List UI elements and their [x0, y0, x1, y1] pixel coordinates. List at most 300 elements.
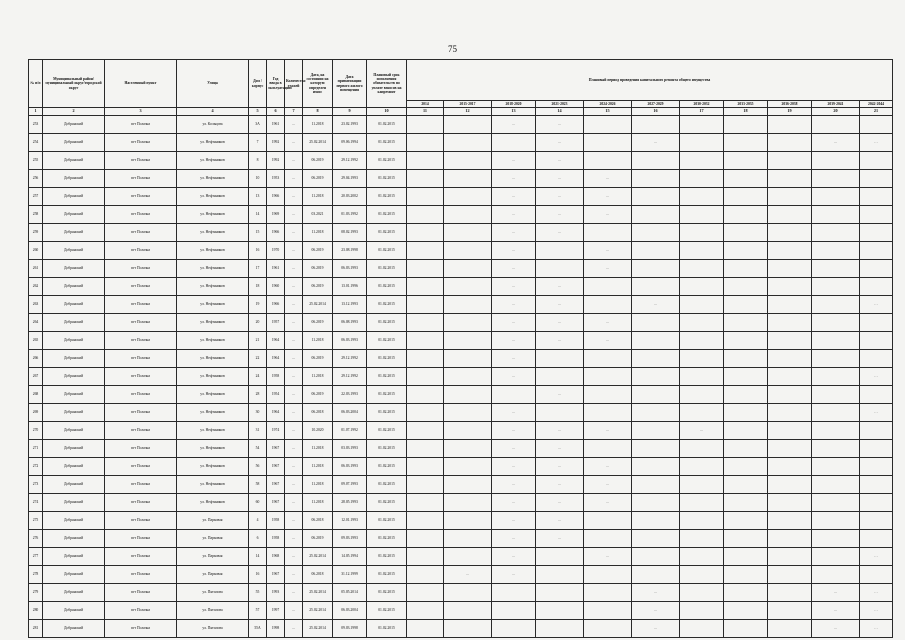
table-cell: 256: [29, 170, 43, 188]
table-cell: [724, 332, 768, 350]
table-cell: 01.02.2015: [367, 314, 407, 332]
header-period: 2024-2026: [584, 101, 632, 108]
table-cell: …: [492, 530, 536, 548]
table-cell: 14: [249, 548, 267, 566]
column-number: 1: [29, 108, 43, 116]
table-cell: 06.2019: [303, 314, 333, 332]
column-number: 17: [680, 108, 724, 116]
table-cell: [584, 350, 632, 368]
table-cell: [812, 116, 860, 134]
table-cell: 29.12.1992: [333, 152, 367, 170]
table-cell: …: [492, 170, 536, 188]
table-cell: [680, 404, 724, 422]
table-cell: 6: [249, 530, 267, 548]
table-cell: [812, 566, 860, 584]
table-cell: 25.02.2014: [303, 602, 333, 620]
table-cell: Добрянский: [43, 530, 105, 548]
table-cell: …: [492, 116, 536, 134]
header-district: Муниципальный район/ муниципальный округ/городской округ: [43, 60, 105, 108]
table-cell: ул. Нефтяников: [177, 170, 249, 188]
table-cell: 30: [249, 404, 267, 422]
table-cell: 01.02.2015: [367, 224, 407, 242]
table-cell: пгт Полазна: [105, 386, 177, 404]
table-cell: 08.02.1993: [333, 224, 367, 242]
table-cell: [407, 170, 444, 188]
table-cell: 06.03.1993: [333, 332, 367, 350]
table-cell: [444, 314, 492, 332]
table-cell: [584, 134, 632, 152]
table-cell: 1958: [267, 512, 285, 530]
table-cell: пгт Полазна: [105, 530, 177, 548]
table-cell: пгт Полазна: [105, 278, 177, 296]
table-cell: 06.08.1993: [333, 314, 367, 332]
table-cell: 24: [249, 368, 267, 386]
table-cell: [492, 620, 536, 638]
table-cell: [680, 206, 724, 224]
table-cell: [812, 530, 860, 548]
table-cell: [407, 134, 444, 152]
table-cell: [680, 602, 724, 620]
column-number: 6: [267, 108, 285, 116]
table-cell: [492, 134, 536, 152]
table-cell: [860, 476, 893, 494]
table-cell: 01.02.2015: [367, 458, 407, 476]
table-row: [29, 440, 893, 458]
table-cell: 06.2019: [303, 530, 333, 548]
table-cell: 1966: [267, 224, 285, 242]
table-cell: …: [584, 494, 632, 512]
table-cell: 1964: [267, 404, 285, 422]
table-cell: …: [536, 170, 584, 188]
header-year-built: Год ввода в эксплуатацию: [267, 60, 285, 108]
table-cell: 260: [29, 242, 43, 260]
table-cell: 29.12.1992: [333, 368, 367, 386]
table-cell: 23.08.1998: [333, 242, 367, 260]
table-cell: [407, 242, 444, 260]
table-cell: [860, 170, 893, 188]
header-house: Дом / корпус: [249, 60, 267, 108]
table-cell: 09.03.1998: [333, 620, 367, 638]
table-cell: 06.2018: [303, 512, 333, 530]
header-period: 2033-2035: [724, 101, 768, 108]
table-cell: [768, 548, 812, 566]
table-cell: 29.12.1992: [333, 350, 367, 368]
column-number: 5: [249, 108, 267, 116]
header-period: 2042-2044: [860, 101, 893, 108]
table-cell: 01.02.2015: [367, 368, 407, 386]
table-cell: 259: [29, 224, 43, 242]
header-wear-date: Дата, на состоянии на которую определен износ: [303, 60, 333, 108]
column-number: 13: [492, 108, 536, 116]
table-cell: [632, 332, 680, 350]
table-cell: …: [492, 440, 536, 458]
table-cell: 03.2021: [303, 206, 333, 224]
table-cell: 25.02.2014: [303, 620, 333, 638]
table-cell: …: [536, 494, 584, 512]
header-settlement: Населенный пункт: [105, 60, 177, 108]
table-cell: …: [536, 512, 584, 530]
table-cell: [724, 602, 768, 620]
table-cell: 01.02.2015: [367, 350, 407, 368]
table-cell: ул. Нефтяников: [177, 404, 249, 422]
table-cell: 1954: [267, 386, 285, 404]
table-cell: …: [285, 440, 303, 458]
table-cell: …: [492, 224, 536, 242]
table-cell: …: [492, 512, 536, 530]
table-cell: [724, 530, 768, 548]
table-cell: …: [584, 476, 632, 494]
header-period: 2014: [407, 101, 444, 108]
table-cell: 01.02.2015: [367, 242, 407, 260]
table-cell: [860, 440, 893, 458]
table-cell: 13: [249, 188, 267, 206]
table-cell: [680, 314, 724, 332]
table-cell: 01.02.2015: [367, 386, 407, 404]
table-row: [29, 350, 893, 368]
table-cell: ул. Нефтяников: [177, 152, 249, 170]
table-cell: 3А: [249, 116, 267, 134]
table-cell: [584, 296, 632, 314]
table-cell: …: [584, 188, 632, 206]
table-cell: [860, 314, 893, 332]
table-cell: 09.03.1993: [333, 530, 367, 548]
table-cell: 54: [249, 440, 267, 458]
table-cell: 265: [29, 332, 43, 350]
table-cell: 06.03.1993: [333, 260, 367, 278]
table-cell: …: [584, 170, 632, 188]
table-cell: 11.2018: [303, 476, 333, 494]
table-cell: 06.2019: [303, 242, 333, 260]
table-cell: [407, 494, 444, 512]
table-cell: [407, 332, 444, 350]
table-cell: [724, 620, 768, 638]
table-cell: [724, 242, 768, 260]
table-cell: 10: [249, 170, 267, 188]
table-cell: 11.2018: [303, 332, 333, 350]
table-cell: пгт Полазна: [105, 296, 177, 314]
table-cell: [407, 548, 444, 566]
table-cell: [860, 242, 893, 260]
table-cell: пгт Полазна: [105, 458, 177, 476]
table-cell: …: [492, 278, 536, 296]
header-period: 2018-2020: [492, 101, 536, 108]
table-cell: Добрянский: [43, 134, 105, 152]
table-cell: …: [536, 206, 584, 224]
table-cell: [444, 152, 492, 170]
table-cell: …: [492, 332, 536, 350]
table-cell: 01.02.2015: [367, 404, 407, 422]
table-cell: [444, 206, 492, 224]
table-cell: 271: [29, 440, 43, 458]
table-cell: Добрянский: [43, 152, 105, 170]
table-row: [29, 512, 893, 530]
table-cell: …: [492, 476, 536, 494]
table-cell: [632, 440, 680, 458]
table-cell: Добрянский: [43, 512, 105, 530]
table-cell: [680, 476, 724, 494]
table-cell: 262: [29, 278, 43, 296]
table-cell: …: [536, 332, 584, 350]
table-cell: 31: [249, 422, 267, 440]
table-cell: ул. Нефтяников: [177, 224, 249, 242]
table-cell: [584, 530, 632, 548]
table-cell: [812, 242, 860, 260]
table-cell: ул. Нефтяников: [177, 422, 249, 440]
table-cell: [768, 224, 812, 242]
table-cell: …: [285, 494, 303, 512]
table-cell: [680, 386, 724, 404]
table-cell: …: [632, 584, 680, 602]
table-cell: [724, 260, 768, 278]
table-row: [29, 224, 893, 242]
table-cell: [407, 620, 444, 638]
table-cell: [768, 602, 812, 620]
table-cell: 06.2019: [303, 260, 333, 278]
table-cell: 1967: [267, 440, 285, 458]
table-cell: [407, 602, 444, 620]
table-cell: 01.02.2015: [367, 476, 407, 494]
table-cell: [632, 458, 680, 476]
table-cell: …: [285, 368, 303, 386]
table-cell: 253: [29, 116, 43, 134]
table-cell: Добрянский: [43, 368, 105, 386]
table-cell: 16: [249, 242, 267, 260]
table-cell: [444, 584, 492, 602]
table-row: [29, 278, 893, 296]
table-cell: 254: [29, 134, 43, 152]
table-cell: [768, 134, 812, 152]
table-cell: [680, 350, 724, 368]
table-cell: …: [584, 332, 632, 350]
table-cell: [680, 260, 724, 278]
table-row: [29, 206, 893, 224]
table-cell: пгт Полазна: [105, 566, 177, 584]
table-cell: [407, 440, 444, 458]
table-cell: [407, 206, 444, 224]
table-cell: [724, 170, 768, 188]
table-cell: [444, 116, 492, 134]
table-cell: пгт Полазна: [105, 422, 177, 440]
table-cell: пгт Полазна: [105, 314, 177, 332]
table-cell: ул. Нефтяников: [177, 188, 249, 206]
table-cell: 274: [29, 494, 43, 512]
table-cell: [584, 386, 632, 404]
table-cell: 266: [29, 350, 43, 368]
table-cell: пгт Полазна: [105, 170, 177, 188]
table-cell: [812, 386, 860, 404]
table-cell: пгт Полазна: [105, 152, 177, 170]
table-cell: 06.2019: [303, 152, 333, 170]
table-cell: [407, 152, 444, 170]
table-cell: 06.2018: [303, 566, 333, 584]
table-cell: пгт Полазна: [105, 332, 177, 350]
table-cell: [680, 440, 724, 458]
table-cell: …: [285, 314, 303, 332]
table-cell: Добрянский: [43, 422, 105, 440]
table-cell: [724, 368, 768, 386]
table-cell: 1967: [267, 458, 285, 476]
table-cell: пгт Полазна: [105, 620, 177, 638]
table-cell: [680, 548, 724, 566]
table-cell: [680, 152, 724, 170]
table-cell: 58: [249, 476, 267, 494]
table-cell: [860, 188, 893, 206]
table-cell: 1967: [267, 476, 285, 494]
table-cell: [407, 386, 444, 404]
table-cell: 16: [249, 566, 267, 584]
table-cell: …: [285, 602, 303, 620]
table-cell: 01.02.2015: [367, 602, 407, 620]
table-cell: 1992: [267, 152, 285, 170]
table-cell: [407, 566, 444, 584]
table-cell: …: [285, 458, 303, 476]
table-cell: [444, 332, 492, 350]
table-cell: [724, 278, 768, 296]
table-cell: 257: [29, 188, 43, 206]
table-cell: [724, 116, 768, 134]
table-cell: [860, 458, 893, 476]
table-cell: [632, 422, 680, 440]
table-cell: …: [285, 116, 303, 134]
table-cell: [632, 260, 680, 278]
table-cell: пгт Полазна: [105, 116, 177, 134]
table-cell: [680, 116, 724, 134]
table-cell: [536, 242, 584, 260]
table-cell: [724, 152, 768, 170]
table-cell: …: [632, 620, 680, 638]
table-cell: 01.03.1992: [333, 206, 367, 224]
table-cell: [860, 566, 893, 584]
table-cell: 11.2018: [303, 368, 333, 386]
table-cell: 1968: [267, 548, 285, 566]
table-cell: …: [584, 458, 632, 476]
table-cell: [407, 584, 444, 602]
table-cell: ул. Нефтяников: [177, 134, 249, 152]
table-cell: 01.02.2015: [367, 332, 407, 350]
table-cell: 01.02.2015: [367, 440, 407, 458]
table-cell: 09.06.1994: [333, 134, 367, 152]
table-cell: [492, 584, 536, 602]
table-cell: [632, 350, 680, 368]
table-row: [29, 242, 893, 260]
table-cell: [768, 404, 812, 422]
table-cell: [492, 602, 536, 620]
table-cell: 20: [249, 314, 267, 332]
table-row: [29, 386, 893, 404]
table-cell: [632, 224, 680, 242]
table-row: [29, 134, 893, 152]
table-cell: [724, 458, 768, 476]
table-cell: …: [285, 224, 303, 242]
table-cell: 280: [29, 602, 43, 620]
table-cell: …: [285, 548, 303, 566]
table-cell: …: [492, 260, 536, 278]
table-cell: пгт Полазна: [105, 224, 177, 242]
table-cell: 11.2018: [303, 494, 333, 512]
table-cell: 14.05.1994: [333, 548, 367, 566]
table-cell: ул. Парковая: [177, 548, 249, 566]
table-cell: 18: [249, 278, 267, 296]
table-cell: [812, 278, 860, 296]
table-cell: …: [285, 512, 303, 530]
table-cell: [860, 260, 893, 278]
table-cell: [444, 422, 492, 440]
table-cell: …: [444, 566, 492, 584]
table-cell: ул. Парковая: [177, 566, 249, 584]
table-cell: [444, 476, 492, 494]
table-cell: …: [536, 458, 584, 476]
table-cell: [860, 278, 893, 296]
table-cell: [680, 170, 724, 188]
table-cell: 22.03.1993: [333, 386, 367, 404]
table-cell: [632, 242, 680, 260]
table-row: [29, 170, 893, 188]
table-cell: …: [632, 602, 680, 620]
table-cell: [860, 116, 893, 134]
table-cell: 17: [249, 260, 267, 278]
table-cell: ул. Нефтяников: [177, 368, 249, 386]
table-cell: [768, 314, 812, 332]
table-cell: 258: [29, 206, 43, 224]
table-cell: 01.02.2015: [367, 134, 407, 152]
table-cell: …: [285, 476, 303, 494]
table-cell: Добрянский: [43, 242, 105, 260]
header-period: 2030-2032: [680, 101, 724, 108]
table-cell: 01.02.2015: [367, 512, 407, 530]
table-cell: …: [584, 314, 632, 332]
column-number: 12: [444, 108, 492, 116]
table-cell: …: [536, 296, 584, 314]
table-cell: [536, 350, 584, 368]
table-cell: 278: [29, 566, 43, 584]
table-cell: 25.02.2014: [303, 548, 333, 566]
table-cell: …: [492, 242, 536, 260]
table-cell: [407, 188, 444, 206]
header-planning-period-group: Плановый период проведения капитального ремонта общего имущества: [407, 60, 893, 101]
table-cell: Добрянский: [43, 494, 105, 512]
table-cell: [768, 170, 812, 188]
column-number: 16: [632, 108, 680, 116]
table-cell: ул. Нефтяников: [177, 242, 249, 260]
column-number: 11: [407, 108, 444, 116]
table-cell: пгт Полазна: [105, 368, 177, 386]
table-cell: [444, 440, 492, 458]
table-cell: [632, 512, 680, 530]
table-cell: [768, 350, 812, 368]
table-cell: 255: [29, 152, 43, 170]
table-cell: ул. Кольцова: [177, 116, 249, 134]
table-cell: 25.02.2014: [303, 584, 333, 602]
table-cell: пгт Полазна: [105, 584, 177, 602]
table-cell: [724, 422, 768, 440]
table-cell: [812, 224, 860, 242]
table-cell: [584, 440, 632, 458]
table-cell: пгт Полазна: [105, 242, 177, 260]
column-number: 3: [105, 108, 177, 116]
table-cell: 268: [29, 386, 43, 404]
table-cell: …: [632, 134, 680, 152]
table-cell: 01.02.2015: [367, 260, 407, 278]
table-cell: 276: [29, 530, 43, 548]
table-cell: [680, 584, 724, 602]
table-cell: [768, 494, 812, 512]
table-row: [29, 116, 893, 134]
table-cell: 23.02.1993: [333, 116, 367, 134]
table-cell: 60: [249, 494, 267, 512]
table-cell: 1958: [267, 368, 285, 386]
table-cell: [632, 170, 680, 188]
table-cell: …: [492, 350, 536, 368]
